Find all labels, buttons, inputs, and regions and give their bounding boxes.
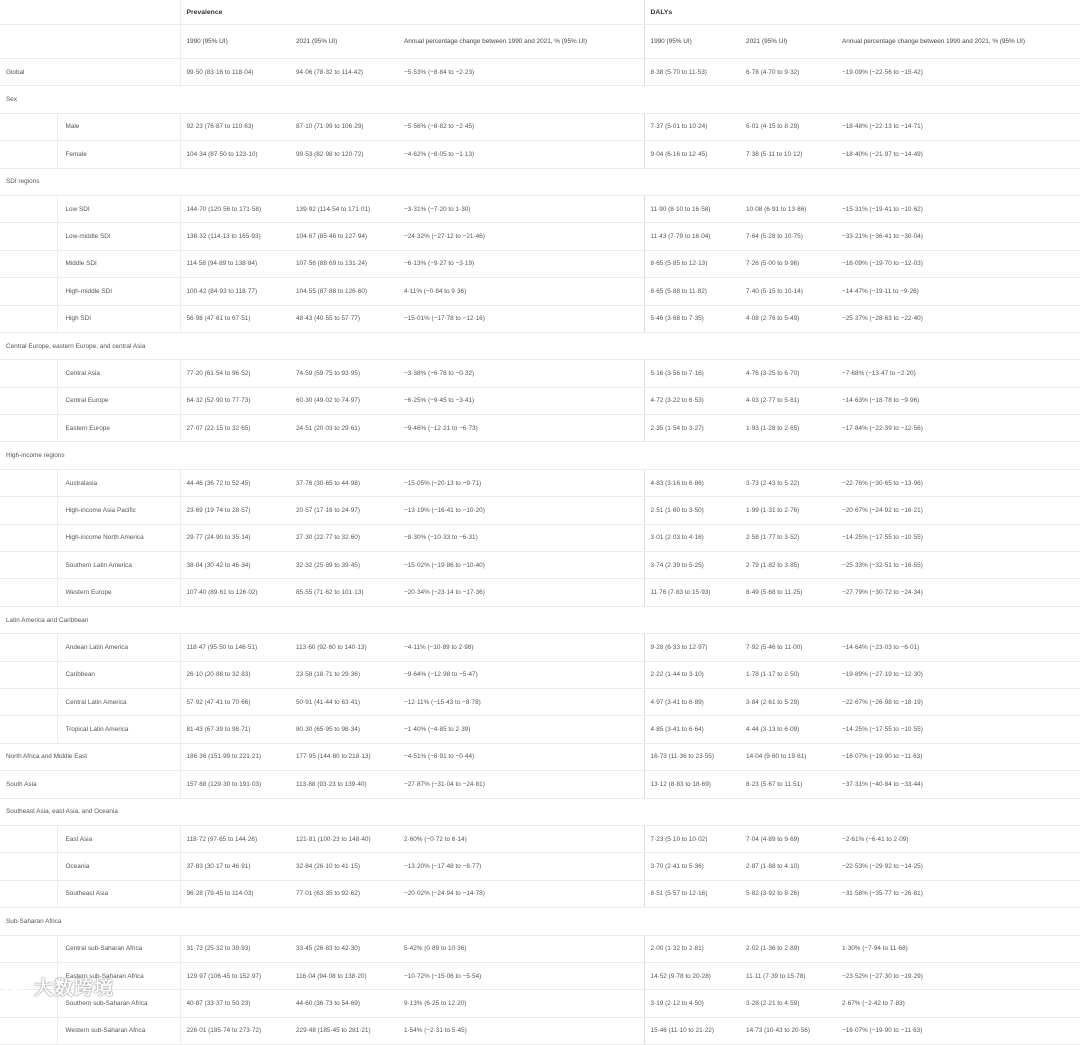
row-label: North Africa and Middle East	[0, 743, 180, 770]
cell-daly-1990: 8·51 (5·57 to 12·16)	[644, 880, 740, 907]
cell-prev-change: −8·30% (−10·33 to −6·31)	[398, 524, 644, 551]
cell-prev-1990: 40·87 (33·37 to 50·23)	[180, 990, 290, 1017]
cell-prev-1990: 157·88 (129·30 to 191·03)	[180, 771, 290, 798]
cell-daly-change: 2·67% (−2·42 to 7·83)	[836, 990, 1080, 1017]
table-row	[0, 497, 1080, 524]
group-label: High-income regions	[0, 442, 1080, 469]
cell-prev-2021: 104·55 (87·88 to 126·60)	[290, 278, 398, 305]
cell-prev-2021: 113·60 (92·60 to 140·13)	[290, 634, 398, 661]
row-label: Western Europe	[57, 579, 180, 606]
indent-cell	[0, 278, 57, 305]
indent-cell	[0, 688, 57, 715]
cell-daly-change: −16·07% (−19·90 to −11·63)	[836, 1017, 1080, 1044]
row-label: Oceania	[57, 853, 180, 880]
cell-prev-1990: 104·34 (87·50 to 123·10)	[180, 141, 290, 168]
cell-prev-2021: 60·30 (49·02 to 74·97)	[290, 387, 398, 414]
cell-prev-change: 9·13% (6·25 to 12·20)	[398, 990, 644, 1017]
table-row	[0, 278, 1080, 305]
cell-daly-change: −14·25% (−17·55 to −10·55)	[836, 524, 1080, 551]
cell-prev-2021: 32·84 (26·10 to 41·15)	[290, 853, 398, 880]
cell-prev-change: −3·31% (−7·20 to 1·30)	[398, 195, 644, 222]
cell-prev-change: −20·02% (−24·94 to −14·78)	[398, 880, 644, 907]
cell-prev-1990: 226·01 (185·74 to 273·72)	[180, 1017, 290, 1044]
table-row	[0, 661, 1080, 688]
row-label: High-income Asia Pacific	[57, 497, 180, 524]
cell-daly-1990: 3·74 (2·39 to 5·25)	[644, 552, 740, 579]
cell-prev-change: −27·87% (−31·04 to −24·81)	[398, 771, 644, 798]
row-label: Male	[57, 113, 180, 140]
group-row	[0, 908, 1080, 935]
cell-daly-2021: 3·84 (2·61 to 5·29)	[740, 688, 836, 715]
cell-daly-change: −22·76% (−30·65 to −13·96)	[836, 469, 1080, 496]
table-row	[0, 305, 1080, 332]
col-daly-2021: 2021 (95% UI)	[740, 25, 836, 59]
cell-daly-1990: 16·73 (11·36 to 23·55)	[644, 743, 740, 770]
table-row	[0, 524, 1080, 551]
cell-daly-2021: 10·08 (6·91 to 13·86)	[740, 195, 836, 222]
cell-prev-2021: 87·10 (71·99 to 106·29)	[290, 113, 398, 140]
cell-prev-1990: 96·28 (79·45 to 114·03)	[180, 880, 290, 907]
cell-daly-2021: 7·26 (5·00 to 9·96)	[740, 250, 836, 277]
cell-prev-2021: 229·48 (185·45 to 281·21)	[290, 1017, 398, 1044]
cell-prev-change: −24·32% (−27·12 to −21·46)	[398, 223, 644, 250]
cell-daly-change: −19·89% (−27·19 to −12·30)	[836, 661, 1080, 688]
cell-prev-1990: 118·72 (97·65 to 144·26)	[180, 825, 290, 852]
cell-daly-1990: 3·70 (2·41 to 5·36)	[644, 853, 740, 880]
row-label: Central Asia	[57, 360, 180, 387]
cell-prev-change: −10·72% (−15·06 to −5·54)	[398, 962, 644, 989]
table-row	[0, 415, 1080, 442]
cell-prev-2021: 116·04 (94·08 to 138·20)	[290, 962, 398, 989]
row-label: Low SDI	[57, 195, 180, 222]
table-row	[0, 771, 1080, 798]
row-label: Southern sub-Saharan Africa	[57, 990, 180, 1017]
cell-daly-change: −25·33% (−32·51 to −16·55)	[836, 552, 1080, 579]
col-prev-2021: 2021 (95% UI)	[290, 25, 398, 59]
indent-cell	[0, 661, 57, 688]
cell-prev-1990: 118·47 (95·50 to 146·51)	[180, 634, 290, 661]
cell-daly-2021: 4·08 (2·76 to 5·49)	[740, 305, 836, 332]
cell-prev-change: −4·62% (−8·05 to −1·13)	[398, 141, 644, 168]
cell-daly-2021: 2·87 (1·88 to 4·10)	[740, 853, 836, 880]
cell-prev-change: 2·60% (−0·72 to 6·14)	[398, 825, 644, 852]
cell-prev-1990: 23·69 (19·74 to 28·57)	[180, 497, 290, 524]
cell-daly-1990: 11·76 (7·83 to 15·93)	[644, 579, 740, 606]
cell-daly-1990: 4·97 (3·41 to 6·89)	[644, 688, 740, 715]
cell-daly-change: −14·25% (−17·55 to −10·55)	[836, 716, 1080, 743]
cell-prev-change: 5·42% (0·89 to 10·36)	[398, 935, 644, 962]
cell-prev-2021: 33·45 (26·83 to 42·30)	[290, 935, 398, 962]
cell-prev-change: −6·13% (−9·27 to −3·19)	[398, 250, 644, 277]
indent-cell	[0, 880, 57, 907]
cell-prev-2021: 32·32 (25·89 to 39·45)	[290, 552, 398, 579]
cell-daly-1990: 2·00 (1·32 to 2·81)	[644, 935, 740, 962]
table-row	[0, 223, 1080, 250]
cell-daly-2021: 7·92 (5·46 to 11·00)	[740, 634, 836, 661]
group-row	[0, 442, 1080, 469]
cell-prev-1990: 129·97 (106·45 to 152·97)	[180, 962, 290, 989]
indent-cell	[0, 195, 57, 222]
row-label: High-income North America	[57, 524, 180, 551]
cell-daly-change: −14·47% (−19·11 to −9·26)	[836, 278, 1080, 305]
indent-cell	[0, 1017, 57, 1044]
table-row	[0, 1017, 1080, 1044]
cell-prev-change: −9·46% (−12·21 to −6·73)	[398, 415, 644, 442]
cell-prev-change: −5·53% (−8·84 to −2·23)	[398, 59, 644, 86]
header-blank	[0, 25, 180, 59]
group-label: Latin America and Caribbean	[0, 606, 1080, 633]
table-row	[0, 141, 1080, 168]
cell-daly-1990: 14·52 (9·78 to 20·28)	[644, 962, 740, 989]
cell-daly-1990: 2·51 (1·60 to 3·50)	[644, 497, 740, 524]
cell-daly-1990: 5·16 (3·56 to 7·16)	[644, 360, 740, 387]
col-daly-change: Annual percentage change between 1990 and 2021, % (95% UI)	[836, 25, 1080, 59]
table-row	[0, 880, 1080, 907]
row-label: High SDI	[57, 305, 180, 332]
table-row	[0, 990, 1080, 1017]
row-label: Low-middle SDI	[57, 223, 180, 250]
cell-daly-1990: 9·04 (6·16 to 12·45)	[644, 141, 740, 168]
cell-prev-1990: 100·42 (84·93 to 118·77)	[180, 278, 290, 305]
cell-daly-1990: 13·12 (8·83 to 18·69)	[644, 771, 740, 798]
cell-daly-change: −17·84% (−22·39 to −12·56)	[836, 415, 1080, 442]
table-row	[0, 552, 1080, 579]
row-label: Southern Latin America	[57, 552, 180, 579]
indent-cell	[0, 415, 57, 442]
cell-prev-1990: 26·10 (20·88 to 32·83)	[180, 661, 290, 688]
row-label: South Asia	[0, 771, 180, 798]
cell-daly-1990: 4·72 (3·22 to 6·53)	[644, 387, 740, 414]
cell-daly-2021: 6·01 (4·15 to 8·29)	[740, 113, 836, 140]
cell-prev-change: −6·25% (−9·45 to −3·41)	[398, 387, 644, 414]
header-blank	[0, 0, 180, 25]
cell-daly-change: −20·67% (−24·92 to −16·21)	[836, 497, 1080, 524]
row-label: Global	[0, 59, 180, 86]
cell-prev-1990: 81·43 (67·39 to 98·71)	[180, 716, 290, 743]
cell-prev-change: −9·64% (−12·98 to −5·47)	[398, 661, 644, 688]
watermark-text: 大数跨境	[34, 978, 115, 999]
cell-prev-change: −4·51% (−8·91 to −0·44)	[398, 743, 644, 770]
watermark	[4, 973, 114, 1000]
row-label: Southeast Asia	[57, 880, 180, 907]
cell-prev-change: −15·01% (−17·78 to −12·16)	[398, 305, 644, 332]
group-row	[0, 798, 1080, 825]
row-label: Australasia	[57, 469, 180, 496]
cell-prev-change: −4·11% (−10·89 to 2·98)	[398, 634, 644, 661]
cell-daly-2021: 1·93 (1·28 to 2·65)	[740, 415, 836, 442]
cell-prev-change: −15·05% (−20·13 to −9·71)	[398, 469, 644, 496]
cell-prev-2021: 99·53 (82·98 to 120·72)	[290, 141, 398, 168]
cell-prev-2021: 23·58 (18·71 to 29·36)	[290, 661, 398, 688]
cell-prev-2021: 50·91 (41·44 to 63·41)	[290, 688, 398, 715]
cell-daly-change: −22·67% (−26·98 to −18·19)	[836, 688, 1080, 715]
cell-daly-change: −2·61% (−6·41 to 2·09)	[836, 825, 1080, 852]
cell-prev-change: −13·19% (−16·41 to −10·20)	[398, 497, 644, 524]
cell-prev-2021: 27·30 (22·77 to 32·60)	[290, 524, 398, 551]
table-row	[0, 113, 1080, 140]
group-header-dalys: DALYs	[644, 0, 1080, 25]
cell-daly-change: −19·09% (−22·56 to −15·42)	[836, 59, 1080, 86]
row-label: Female	[57, 141, 180, 168]
row-label: East Asia	[57, 825, 180, 852]
indent-cell	[0, 113, 57, 140]
group-row	[0, 86, 1080, 113]
indent-cell	[0, 825, 57, 852]
table-row	[0, 195, 1080, 222]
row-label: Tropical Latin America	[57, 716, 180, 743]
group-label: Southeast Asia, east Asia, and Oceania	[0, 798, 1080, 825]
cell-daly-2021: 4·03 (2·77 to 5·61)	[740, 387, 836, 414]
cell-prev-change: −12·11% (−15·43 to −8·78)	[398, 688, 644, 715]
cell-daly-2021: 1·99 (1·31 to 2·76)	[740, 497, 836, 524]
cell-daly-2021: 2·58 (1·77 to 3·52)	[740, 524, 836, 551]
indent-cell	[0, 223, 57, 250]
cell-prev-change: −3·38% (−6·78 to −0·32)	[398, 360, 644, 387]
table-row	[0, 688, 1080, 715]
cell-daly-1990: 7·37 (5·01 to 10·24)	[644, 113, 740, 140]
cell-daly-2021: 3·28 (2·21 to 4·59)	[740, 990, 836, 1017]
cell-daly-2021: 4·76 (3·25 to 6·70)	[740, 360, 836, 387]
cell-daly-change: −16·07% (−19·90 to −11·63)	[836, 743, 1080, 770]
cell-prev-2021: 80·30 (65·95 to 98·34)	[290, 716, 398, 743]
cell-daly-2021: 7·40 (5·15 to 10·14)	[740, 278, 836, 305]
table-body	[0, 59, 1080, 1045]
cell-prev-1990: 186·36 (151·99 to 221·21)	[180, 743, 290, 770]
cell-prev-2021: 24·51 (20·03 to 29·61)	[290, 415, 398, 442]
group-label: SDI regions	[0, 168, 1080, 195]
cell-daly-change: −14·64% (−23·03 to −6·01)	[836, 634, 1080, 661]
cell-daly-2021: 7·38 (5·11 to 10·12)	[740, 141, 836, 168]
col-prev-1990: 1990 (95% UI)	[180, 25, 290, 59]
cell-daly-change: −16·09% (−19·70 to −12·03)	[836, 250, 1080, 277]
cell-daly-2021: 8·23 (5·67 to 11·51)	[740, 771, 836, 798]
cell-daly-change: −31·58% (−35·77 to −26·81)	[836, 880, 1080, 907]
cell-daly-2021: 1·78 (1·17 to 2·50)	[740, 661, 836, 688]
cell-prev-1990: 27·07 (22·15 to 32·65)	[180, 415, 290, 442]
indent-cell	[0, 579, 57, 606]
row-label: Central Latin America	[57, 688, 180, 715]
table-row	[0, 743, 1080, 770]
indent-cell	[0, 497, 57, 524]
cell-daly-2021: 5·82 (3·92 to 8·26)	[740, 880, 836, 907]
table-row	[0, 387, 1080, 414]
cell-prev-1990: 44·46 (36·72 to 52·45)	[180, 469, 290, 496]
cell-prev-1990: 138·32 (114·13 to 165·93)	[180, 223, 290, 250]
cell-prev-2021: 107·56 (88·69 to 131·24)	[290, 250, 398, 277]
cell-daly-2021: 6·78 (4·70 to 9·32)	[740, 59, 836, 86]
indent-cell	[0, 935, 57, 962]
cell-prev-2021: 77·01 (63·35 to 92·62)	[290, 880, 398, 907]
table-row	[0, 579, 1080, 606]
cell-prev-1990: 107·40 (89·61 to 126·02)	[180, 579, 290, 606]
group-label: Central Europe, eastern Europe, and central Asia	[0, 332, 1080, 359]
row-label: Eastern Europe	[57, 415, 180, 442]
cell-prev-2021: 121·81 (100·23 to 148·40)	[290, 825, 398, 852]
cell-prev-1990: 99·50 (83·16 to 118·04)	[180, 59, 290, 86]
group-label: Sub-Saharan Africa	[0, 908, 1080, 935]
cell-daly-change: −27·79% (−30·72 to −24·34)	[836, 579, 1080, 606]
cell-daly-change: −33·21% (−36·41 to −30·04)	[836, 223, 1080, 250]
table-row	[0, 825, 1080, 852]
cell-prev-2021: 74·59 (59·75 to 93·95)	[290, 360, 398, 387]
cell-prev-change: −20·34% (−23·14 to −17·36)	[398, 579, 644, 606]
cell-prev-1990: 144·70 (120·56 to 171·58)	[180, 195, 290, 222]
group-header-row	[0, 0, 1080, 25]
table-row	[0, 853, 1080, 880]
cell-daly-change: −22·53% (−29·92 to −14·25)	[836, 853, 1080, 880]
group-row	[0, 332, 1080, 359]
cell-prev-change: −13·20% (−17·48 to −8·77)	[398, 853, 644, 880]
cell-prev-2021: 94·06 (78·32 to 114·42)	[290, 59, 398, 86]
cell-prev-1990: 57·92 (47·41 to 70·66)	[180, 688, 290, 715]
indent-cell	[0, 634, 57, 661]
cell-daly-2021: 2·79 (1·82 to 3·85)	[740, 552, 836, 579]
group-label: Sex	[0, 86, 1080, 113]
cell-daly-1990: 8·65 (5·88 to 11·82)	[644, 278, 740, 305]
cell-prev-2021: 44·60 (36·73 to 54·69)	[290, 990, 398, 1017]
cell-prev-change: −15·02% (−19·86 to −10·40)	[398, 552, 644, 579]
cell-prev-2021: 104·67 (85·46 to 127·94)	[290, 223, 398, 250]
row-label: Western sub-Saharan Africa	[57, 1017, 180, 1044]
row-label: Middle SDI	[57, 250, 180, 277]
col-prev-change: Annual percentage change between 1990 and 2021, % (95% UI)	[398, 25, 644, 59]
cell-daly-change: −23·52% (−27·30 to −19·29)	[836, 962, 1080, 989]
row-label: Central sub-Saharan Africa	[57, 935, 180, 962]
cell-daly-2021: 4·44 (3·13 to 6·09)	[740, 716, 836, 743]
cell-prev-1990: 92·23 (76·87 to 110·63)	[180, 113, 290, 140]
cell-prev-1990: 29·77 (24·90 to 35·14)	[180, 524, 290, 551]
cell-daly-2021: 3·73 (2·43 to 5·22)	[740, 469, 836, 496]
cell-daly-1990: 4·85 (3·41 to 6·64)	[644, 716, 740, 743]
indent-cell	[0, 524, 57, 551]
cell-prev-2021: 113·88 (93·23 to 139·40)	[290, 771, 398, 798]
cell-prev-change: −5·56% (−8·82 to −2·45)	[398, 113, 644, 140]
cell-prev-2021: 20·57 (17·16 to 24·97)	[290, 497, 398, 524]
cell-daly-1990: 3·19 (2·12 to 4·50)	[644, 990, 740, 1017]
cell-prev-1990: 31·73 (25·32 to 39·93)	[180, 935, 290, 962]
row-label: Central Europe	[57, 387, 180, 414]
table-row	[0, 634, 1080, 661]
cell-daly-change: −18·40% (−21·97 to −14·49)	[836, 141, 1080, 168]
cell-prev-2021: 139·92 (114·54 to 171·01)	[290, 195, 398, 222]
indent-cell	[0, 360, 57, 387]
cell-daly-change: −37·31% (−40·84 to −33·44)	[836, 771, 1080, 798]
indent-cell	[0, 552, 57, 579]
cell-daly-2021: 14·73 (10·43 to 20·56)	[740, 1017, 836, 1044]
cell-daly-change: −14·63% (−18·78 to −9·96)	[836, 387, 1080, 414]
watermark-logo-icon	[4, 978, 30, 996]
row-label: Andean Latin America	[57, 634, 180, 661]
cell-prev-1990: 77·20 (61·54 to 96·52)	[180, 360, 290, 387]
indent-cell	[0, 853, 57, 880]
indent-cell	[0, 469, 57, 496]
col-daly-1990: 1990 (95% UI)	[644, 25, 740, 59]
table-row	[0, 935, 1080, 962]
cell-daly-1990: 2·35 (1·54 to 3·27)	[644, 415, 740, 442]
cell-prev-1990: 114·58 (94·89 to 138·84)	[180, 250, 290, 277]
cell-daly-1990: 7·23 (5·10 to 10·02)	[644, 825, 740, 852]
indent-cell	[0, 250, 57, 277]
cell-daly-change: −15·31% (−19·41 to −10·62)	[836, 195, 1080, 222]
cell-daly-1990: 11·43 (7·79 to 16·04)	[644, 223, 740, 250]
cell-daly-1990: 5·46 (3·68 to 7·35)	[644, 305, 740, 332]
table-row	[0, 59, 1080, 86]
cell-daly-1990: 2·22 (1·44 to 3·10)	[644, 661, 740, 688]
group-row	[0, 168, 1080, 195]
indent-cell	[0, 716, 57, 743]
cell-prev-2021: 85·55 (71·62 to 101·13)	[290, 579, 398, 606]
indent-cell	[0, 141, 57, 168]
cell-daly-1990: 15·46 (11·10 to 21·22)	[644, 1017, 740, 1044]
cell-daly-change: −25·37% (−28·63 to −22·40)	[836, 305, 1080, 332]
group-row	[0, 606, 1080, 633]
cell-daly-2021: 7·64 (5·28 to 10·75)	[740, 223, 836, 250]
cell-daly-1990: 8·38 (5·70 to 11·53)	[644, 59, 740, 86]
cell-daly-1990: 3·01 (2·03 to 4·16)	[644, 524, 740, 551]
cell-prev-2021: 48·43 (40·55 to 57·77)	[290, 305, 398, 332]
cell-daly-1990: 4·83 (3·16 to 6·86)	[644, 469, 740, 496]
cell-prev-1990: 37·83 (30·17 to 46·91)	[180, 853, 290, 880]
cell-prev-1990: 64·32 (52·90 to 77·73)	[180, 387, 290, 414]
cell-prev-change: 1·54% (−2·31 to 5·45)	[398, 1017, 644, 1044]
cell-daly-2021: 11·11 (7·39 to 15·78)	[740, 962, 836, 989]
table-row	[0, 250, 1080, 277]
table-row	[0, 716, 1080, 743]
cell-prev-change: 4·11% (−0·84 to 9·36)	[398, 278, 644, 305]
cell-daly-1990: 11·90 (8·10 to 16·58)	[644, 195, 740, 222]
cell-prev-1990: 38·04 (30·42 to 46·34)	[180, 552, 290, 579]
cell-daly-2021: 7·04 (4·89 to 9·69)	[740, 825, 836, 852]
cell-daly-2021: 14·04 (9·60 to 19·61)	[740, 743, 836, 770]
cell-prev-2021: 177·95 (144·80 to 218·13)	[290, 743, 398, 770]
indent-cell	[0, 387, 57, 414]
cell-prev-2021: 37·76 (30·65 to 44·98)	[290, 469, 398, 496]
indent-cell	[0, 305, 57, 332]
cell-daly-change: 1·30% (−7·94 to 11·68)	[836, 935, 1080, 962]
row-label: Eastern sub-Saharan Africa	[57, 962, 180, 989]
cell-prev-change: −1·40% (−4·85 to 2·39)	[398, 716, 644, 743]
cell-daly-change: −7·68% (−13·47 to −2·20)	[836, 360, 1080, 387]
column-header-row	[0, 25, 1080, 59]
table-row	[0, 469, 1080, 496]
table-row	[0, 962, 1080, 989]
group-header-prevalence: Prevalence	[180, 0, 644, 25]
cell-daly-change: −18·48% (−22·13 to −14·71)	[836, 113, 1080, 140]
cell-daly-1990: 8·65 (5·85 to 12·13)	[644, 250, 740, 277]
cell-daly-2021: 8·49 (5·68 to 11·25)	[740, 579, 836, 606]
cell-prev-1990: 56·98 (47·61 to 67·51)	[180, 305, 290, 332]
cell-daly-1990: 9·28 (6·33 to 12·97)	[644, 634, 740, 661]
row-label: Caribbean	[57, 661, 180, 688]
table-row	[0, 360, 1080, 387]
cell-daly-2021: 2·02 (1·36 to 2·89)	[740, 935, 836, 962]
row-label: High-middle SDI	[57, 278, 180, 305]
